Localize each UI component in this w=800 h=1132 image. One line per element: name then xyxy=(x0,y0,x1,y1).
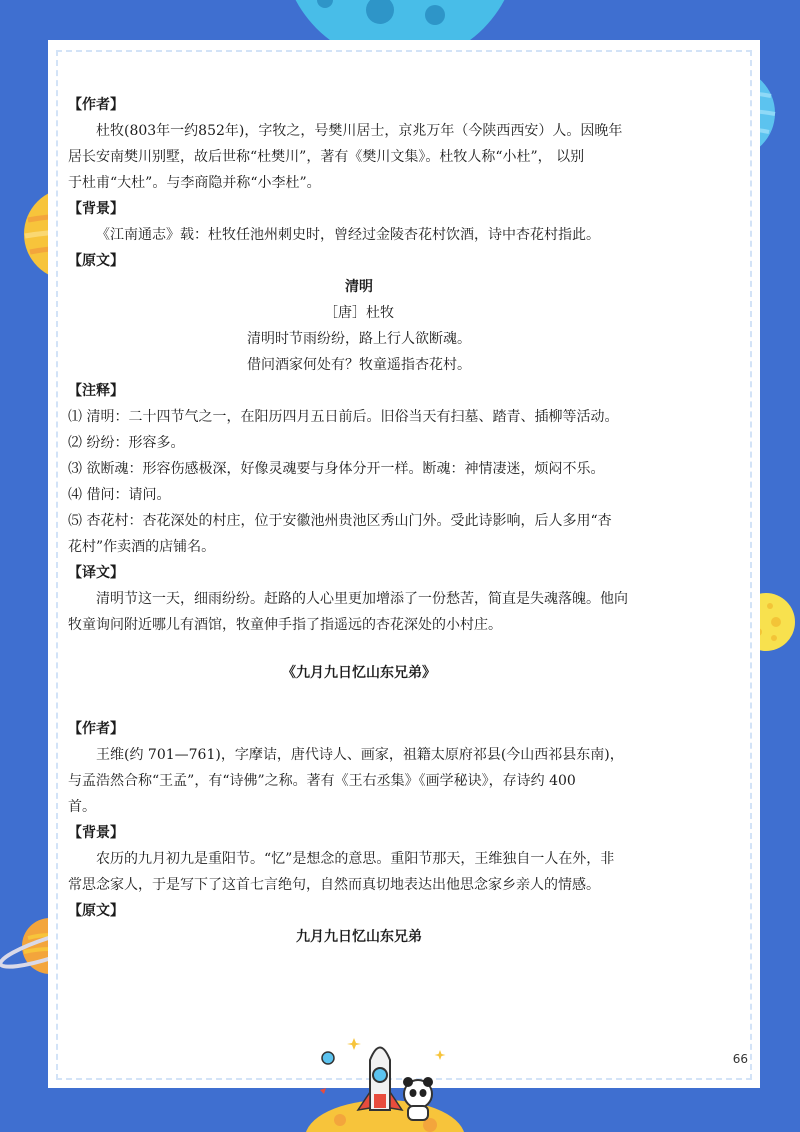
note-item: 花村”作卖酒的店铺名。 xyxy=(68,539,216,555)
translation-text: 清明节这一天，细雨纷纷。赶路的人心里更加增添了一份愁苦，简直是失魂落魄。他向 xyxy=(96,591,628,607)
author-heading: 【作者】 xyxy=(68,721,124,737)
note-item: ⑵ 纷纷：形容多。 xyxy=(68,435,185,451)
background-heading: 【背景】 xyxy=(68,201,124,217)
author-heading: 【作者】 xyxy=(68,97,124,113)
author-text: 居长安南樊川别墅，故后世称“杜樊川”，著有《樊川文集》。杜牧人称“小杜”， 以别 xyxy=(68,149,585,165)
section-title: 《九月九日忆山东兄弟》 xyxy=(282,665,436,681)
poem-title: 九月九日忆山东兄弟 xyxy=(296,929,422,945)
notes-heading: 【注释】 xyxy=(68,383,124,399)
poem-title: 清明 xyxy=(345,279,373,295)
background-heading: 【背景】 xyxy=(68,825,124,841)
author-text: 王维(约 701—761)，字摩诘，唐代诗人、画家，祖籍太原府祁县(今山西祁县东南)， xyxy=(96,747,624,763)
author-text: 与孟浩然合称“王孟”，有“诗佛”之称。著有《王右丞集》《画学秘诀》，存诗约 400 xyxy=(68,773,576,789)
author-text: 于杜甫“大杜”。与李商隐并称“小李杜”。 xyxy=(68,175,321,191)
background-text: 农历的九月初九是重阳节。“忆”是想念的意思。重阳节那天，王维独自一人在外，非 xyxy=(96,851,615,867)
original-heading: 【原文】 xyxy=(68,903,124,919)
note-item: ⑶ 欲断魂：形容伤感极深，好像灵魂要与身体分开一样。断魂：神情凄迷，烦闷不乐。 xyxy=(68,461,605,477)
author-text: 杜牧(803年一约852年)，字牧之，号樊川居士，京兆万年（今陕西西安）人。因晚年 xyxy=(96,123,623,139)
original-heading: 【原文】 xyxy=(68,253,124,269)
page-number: 66 xyxy=(732,1052,748,1066)
translation-heading: 【译文】 xyxy=(68,565,124,581)
translation-text: 牧童询问附近哪儿有酒馆，牧童伸手指了指遥远的杏花深处的小村庄。 xyxy=(68,617,502,633)
poem-line: 清明时节雨纷纷，路上行人欲断魂。 xyxy=(247,331,471,347)
note-item: ⑷ 借问：请问。 xyxy=(68,487,171,503)
background-text: 常思念家人，于是写下了这首七言绝句，自然而真切地表达出他思念家乡亲人的情感。 xyxy=(68,877,600,893)
note-item: ⑴ 清明：二十四节气之一，在阳历四月五日前后。旧俗当天有扫墓、踏青、插柳等活动。 xyxy=(68,409,619,425)
page-content xyxy=(68,92,650,950)
note-item: ⑸ 杏花村：杏花深处的村庄，位于安徽池州贵池区秀山门外。受此诗影响，后人多用“杏 xyxy=(68,513,612,529)
poem-line: 借问酒家何处有？牧童遥指杏花村。 xyxy=(247,357,471,373)
poem-author: ［唐］杜牧 xyxy=(324,305,394,321)
author-text: 首。 xyxy=(68,799,96,815)
background-text: 《江南通志》载：杜牧任池州刺史时，曾经过金陵杏花村饮酒，诗中杏花村指此。 xyxy=(96,227,600,243)
rocket-panda-icon xyxy=(300,1030,470,1132)
